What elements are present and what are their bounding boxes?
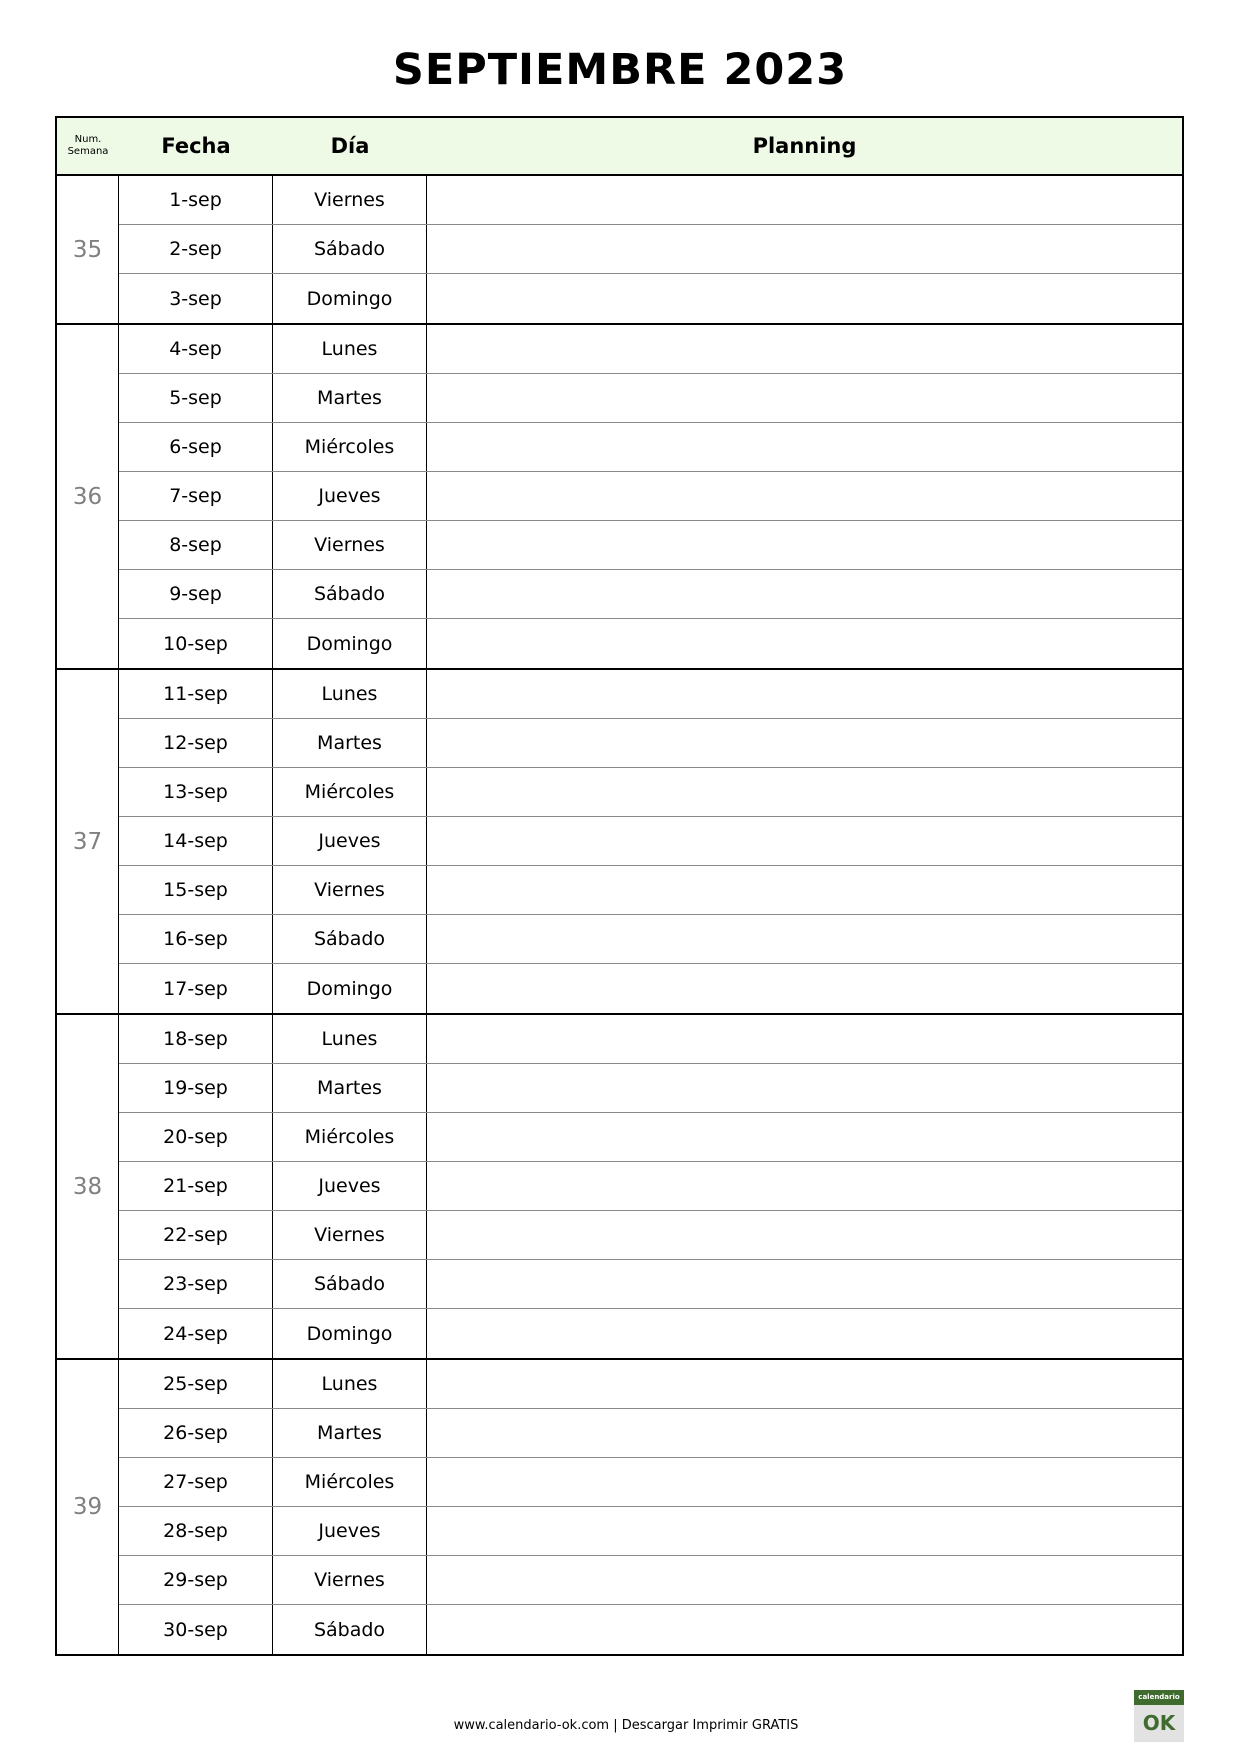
header-week-line1: Num. — [74, 134, 102, 145]
planning-cell[interactable] — [427, 1360, 1182, 1408]
weekday-cell: Miércoles — [273, 1113, 427, 1161]
week-block — [57, 670, 1182, 1015]
table-row — [119, 1309, 1182, 1358]
planning-cell[interactable] — [427, 472, 1182, 520]
calendar-table — [55, 116, 1184, 1656]
planning-cell[interactable] — [427, 1162, 1182, 1210]
weekday-cell: Jueves — [273, 472, 427, 520]
date-cell: 20-sep — [119, 1113, 273, 1161]
table-row — [119, 374, 1182, 423]
weekday-cell: Sábado — [273, 570, 427, 618]
date-cell: 11-sep — [119, 670, 273, 718]
planning-cell[interactable] — [427, 225, 1182, 273]
date-cell: 26-sep — [119, 1409, 273, 1457]
date-cell: 22-sep — [119, 1211, 273, 1259]
week-block — [57, 1015, 1182, 1360]
weekday-cell: Viernes — [273, 521, 427, 569]
weekday-cell: Martes — [273, 1064, 427, 1112]
weeks-container — [57, 176, 1182, 1654]
weekday-cell: Lunes — [273, 325, 427, 373]
date-cell: 18-sep — [119, 1015, 273, 1063]
date-cell: 16-sep — [119, 915, 273, 963]
weekday-cell: Sábado — [273, 225, 427, 273]
week-days — [119, 325, 1182, 668]
week-number: 37 — [57, 670, 119, 1013]
date-cell: 25-sep — [119, 1360, 273, 1408]
week-days — [119, 1015, 1182, 1358]
date-cell: 1-sep — [119, 176, 273, 224]
planning-cell[interactable] — [427, 176, 1182, 224]
planning-cell[interactable] — [427, 670, 1182, 718]
planning-cell[interactable] — [427, 1064, 1182, 1112]
table-row — [119, 964, 1182, 1013]
weekday-cell: Sábado — [273, 915, 427, 963]
weekday-cell: Viernes — [273, 1556, 427, 1604]
table-row — [119, 768, 1182, 817]
weekday-cell: Jueves — [273, 1507, 427, 1555]
planning-cell[interactable] — [427, 1113, 1182, 1161]
date-cell: 29-sep — [119, 1556, 273, 1604]
planning-cell[interactable] — [427, 866, 1182, 914]
weekday-cell: Lunes — [273, 1015, 427, 1063]
table-row — [119, 1556, 1182, 1605]
table-row — [119, 1211, 1182, 1260]
table-row — [119, 1409, 1182, 1458]
date-cell: 17-sep — [119, 964, 273, 1013]
weekday-cell: Miércoles — [273, 1458, 427, 1506]
week-number: 38 — [57, 1015, 119, 1358]
weekday-cell: Viernes — [273, 866, 427, 914]
planning-cell[interactable] — [427, 374, 1182, 422]
planning-cell[interactable] — [427, 1458, 1182, 1506]
weekday-cell: Viernes — [273, 1211, 427, 1259]
date-cell: 7-sep — [119, 472, 273, 520]
date-cell: 13-sep — [119, 768, 273, 816]
weekday-cell: Domingo — [273, 1309, 427, 1358]
date-cell: 10-sep — [119, 619, 273, 668]
weekday-cell: Martes — [273, 719, 427, 767]
week-block — [57, 176, 1182, 325]
table-row — [119, 274, 1182, 323]
table-row — [119, 472, 1182, 521]
date-cell: 23-sep — [119, 1260, 273, 1308]
week-number: 39 — [57, 1360, 119, 1654]
planning-cell[interactable] — [427, 817, 1182, 865]
date-cell: 3-sep — [119, 274, 273, 323]
week-days — [119, 176, 1182, 323]
planning-cell[interactable] — [427, 1260, 1182, 1308]
weekday-cell: Jueves — [273, 1162, 427, 1210]
table-row — [119, 570, 1182, 619]
date-cell: 6-sep — [119, 423, 273, 471]
planning-cell[interactable] — [427, 1556, 1182, 1604]
table-row — [119, 915, 1182, 964]
week-number: 35 — [57, 176, 119, 323]
footer-text: www.calendario-ok.com | Descargar Imprimir GRATIS — [453, 1718, 799, 1733]
table-row — [119, 866, 1182, 915]
table-row — [119, 1458, 1182, 1507]
planning-cell[interactable] — [427, 1605, 1182, 1654]
table-row — [119, 719, 1182, 768]
header-planning: Planning — [752, 134, 857, 158]
table-row — [119, 817, 1182, 866]
planning-cell[interactable] — [427, 915, 1182, 963]
table-row — [119, 1113, 1182, 1162]
weekday-cell: Miércoles — [273, 423, 427, 471]
week-block — [57, 325, 1182, 670]
logo-top-text: calendario — [1134, 1690, 1184, 1705]
header-dia: Día — [330, 134, 370, 158]
weekday-cell: Lunes — [273, 670, 427, 718]
table-row — [119, 1015, 1182, 1064]
weekday-cell: Miércoles — [273, 768, 427, 816]
weekday-cell: Martes — [273, 374, 427, 422]
planning-cell[interactable] — [427, 768, 1182, 816]
table-row — [119, 176, 1182, 225]
planning-cell[interactable] — [427, 1409, 1182, 1457]
table-header — [57, 118, 1182, 176]
date-cell: 30-sep — [119, 1605, 273, 1654]
weekday-cell: Domingo — [273, 619, 427, 668]
table-row — [119, 619, 1182, 668]
week-number: 36 — [57, 325, 119, 668]
date-cell: 15-sep — [119, 866, 273, 914]
planning-cell[interactable] — [427, 274, 1182, 323]
week-days — [119, 670, 1182, 1013]
date-cell: 14-sep — [119, 817, 273, 865]
table-row — [119, 1162, 1182, 1211]
weekday-cell: Jueves — [273, 817, 427, 865]
date-cell: 5-sep — [119, 374, 273, 422]
planning-cell[interactable] — [427, 1309, 1182, 1358]
week-days — [119, 1360, 1182, 1654]
table-row — [119, 670, 1182, 719]
table-row — [119, 1507, 1182, 1556]
header-week-line2: Semana — [67, 146, 109, 157]
date-cell: 24-sep — [119, 1309, 273, 1358]
table-row — [119, 225, 1182, 274]
planning-cell[interactable] — [427, 570, 1182, 618]
table-row — [119, 1260, 1182, 1309]
date-cell: 27-sep — [119, 1458, 273, 1506]
weekday-cell: Viernes — [273, 176, 427, 224]
weekday-cell: Sábado — [273, 1260, 427, 1308]
brand-logo — [1134, 1690, 1184, 1742]
header-week-number — [57, 118, 119, 174]
weekday-cell: Lunes — [273, 1360, 427, 1408]
week-block — [57, 1360, 1182, 1654]
planning-cell[interactable] — [427, 619, 1182, 668]
date-cell: 9-sep — [119, 570, 273, 618]
date-cell: 12-sep — [119, 719, 273, 767]
weekday-cell: Domingo — [273, 274, 427, 323]
date-cell: 19-sep — [119, 1064, 273, 1112]
date-cell: 4-sep — [119, 325, 273, 373]
date-cell: 28-sep — [119, 1507, 273, 1555]
planning-cell[interactable] — [427, 325, 1182, 373]
weekday-cell: Martes — [273, 1409, 427, 1457]
weekday-cell: Domingo — [273, 964, 427, 1013]
table-row — [119, 325, 1182, 374]
date-cell: 2-sep — [119, 225, 273, 273]
weekday-cell: Sábado — [273, 1605, 427, 1654]
planning-cell[interactable] — [427, 423, 1182, 471]
table-row — [119, 423, 1182, 472]
planning-cell[interactable] — [427, 1211, 1182, 1259]
table-row — [119, 1605, 1182, 1654]
header-fecha: Fecha — [161, 134, 231, 158]
page-title: SEPTIEMBRE 2023 — [392, 45, 848, 95]
planning-cell[interactable] — [427, 521, 1182, 569]
table-row — [119, 521, 1182, 570]
planning-cell[interactable] — [427, 1015, 1182, 1063]
planning-cell[interactable] — [427, 1507, 1182, 1555]
table-row — [119, 1360, 1182, 1409]
planning-cell[interactable] — [427, 719, 1182, 767]
logo-main-text: OK — [1142, 1711, 1176, 1735]
table-row — [119, 1064, 1182, 1113]
date-cell: 21-sep — [119, 1162, 273, 1210]
planning-cell[interactable] — [427, 964, 1182, 1013]
date-cell: 8-sep — [119, 521, 273, 569]
